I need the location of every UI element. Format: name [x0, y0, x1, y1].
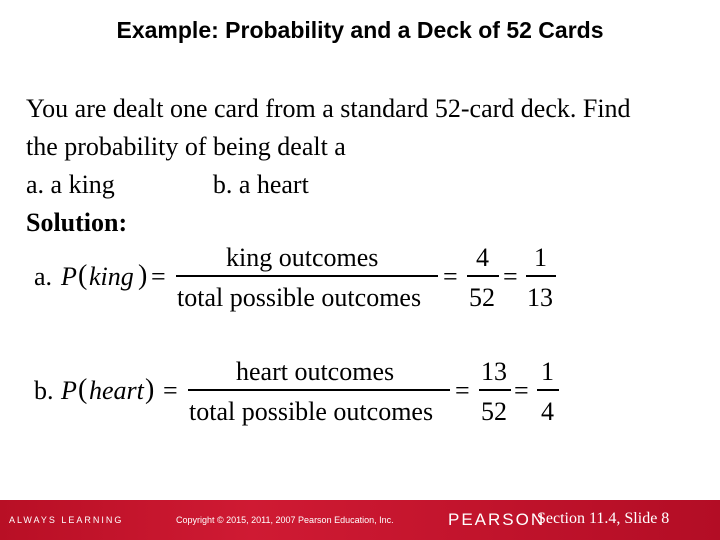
problem-line-1: You are dealt one card from a standard 52-card deck. Find	[26, 94, 631, 123]
equation-b-den2: 52	[481, 397, 507, 426]
equation-a-den3: 13	[527, 283, 553, 312]
equation-a-p: P	[61, 262, 77, 291]
equation-b-den3: 4	[541, 397, 554, 426]
footer-copyright: Copyright © 2015, 2011, 2007 Pearson Education, Inc.	[176, 515, 394, 525]
equation-b-label: b.	[34, 376, 54, 405]
equation-b-p: P	[61, 376, 77, 405]
footer-bar	[0, 500, 720, 540]
equation-b-equals-3: =	[514, 376, 529, 405]
equation-b-event: heart	[89, 376, 144, 405]
equation-a-open-paren: (	[78, 260, 88, 291]
equation-a-equals-1: =	[151, 262, 166, 291]
equation-b-fraction-bar	[188, 389, 450, 391]
equation-a-label: a.	[34, 262, 53, 291]
equation-b-equals-2: =	[455, 376, 470, 405]
footer-tagline: ALWAYS LEARNING	[9, 515, 124, 525]
equation-b-close-paren: )	[145, 374, 155, 405]
equation-a-event: king	[89, 262, 134, 291]
equation-a-denominator: total possible outcomes	[177, 283, 422, 312]
equation-a-num3: 1	[534, 243, 547, 272]
option-b: b. a heart	[212, 170, 309, 199]
equation-b-denominator: total possible outcomes	[189, 397, 434, 426]
equation-a-equals-2: =	[443, 262, 458, 291]
equation-b-fraction-bar-2	[479, 389, 511, 391]
option-a: a. a king	[26, 170, 115, 199]
equation-a-den2: 52	[469, 283, 495, 312]
equation-a-num2: 4	[476, 243, 489, 272]
equation-b-num3: 1	[541, 357, 554, 386]
equation-b-open-paren: (	[78, 374, 88, 405]
solution-label: Solution:	[26, 208, 128, 237]
equation-b-fraction-bar-3	[537, 389, 559, 391]
slide-title: Example: Probability and a Deck of 52 Cards	[116, 17, 604, 43]
equation-b-num2: 13	[481, 357, 507, 386]
equation-a-equals-3: =	[503, 262, 518, 291]
equation-a-numerator: king outcomes	[226, 243, 379, 272]
equation-b-equals-1: =	[163, 376, 178, 405]
equation-a-close-paren: )	[138, 260, 148, 291]
pearson-logo: PEARSON	[448, 510, 546, 529]
slide-number: Section 11.4, Slide 8	[537, 510, 670, 527]
problem-line-2: the probability of being dealt a	[26, 132, 346, 161]
equation-b-numerator: heart outcomes	[236, 357, 395, 386]
